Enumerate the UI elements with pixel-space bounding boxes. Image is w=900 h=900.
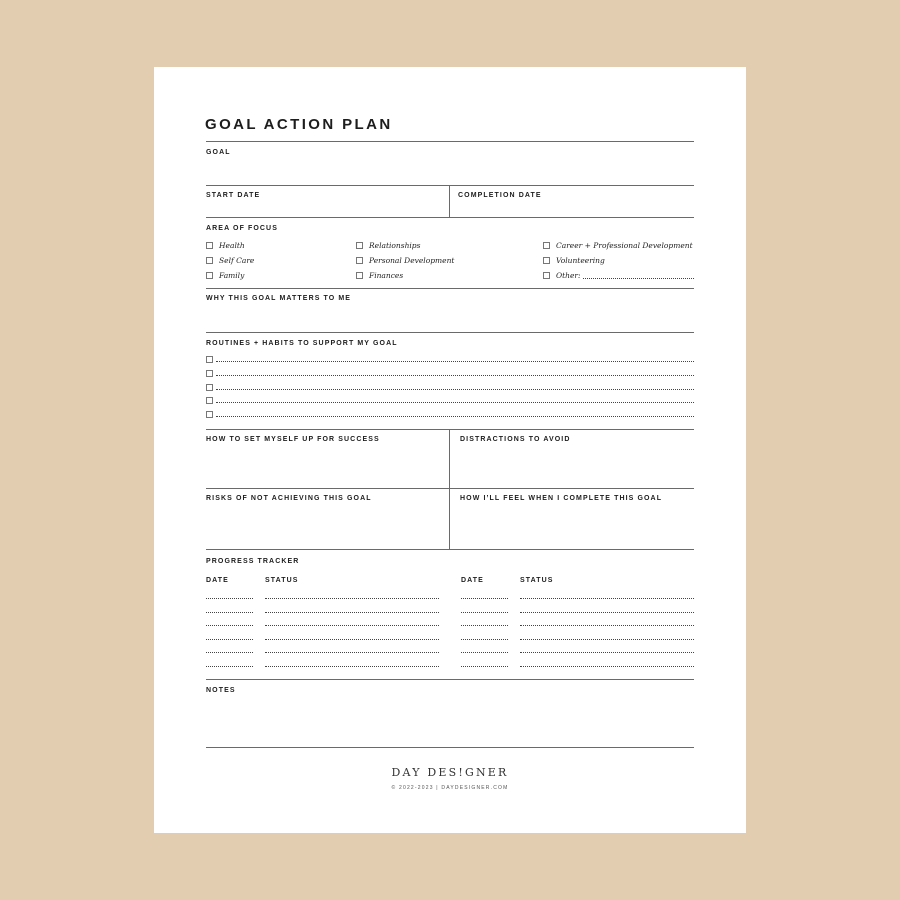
focus-option-relationships[interactable] — [356, 241, 420, 250]
feel-complete-label: HOW I’LL FEEL WHEN I COMPLETE THIS GOAL — [460, 495, 663, 502]
focus-option-label: Volunteering — [556, 256, 605, 265]
tracker-date-entry-line[interactable] — [206, 612, 253, 613]
setup-success-label: HOW TO SET MYSELF UP FOR SUCCESS — [206, 436, 380, 443]
routine-item[interactable] — [206, 356, 694, 363]
focus-option-label: Finances — [369, 271, 404, 280]
tracker-date-entry-line[interactable] — [461, 652, 508, 653]
divider — [206, 488, 694, 489]
tracker-status-entry-line[interactable] — [520, 652, 694, 653]
tracker-status-entry-line[interactable] — [265, 666, 439, 667]
tracker-status-entry-line[interactable] — [265, 612, 439, 613]
focus-option-label: Relationships — [369, 241, 421, 250]
focus-option-career[interactable] — [543, 241, 693, 250]
divider — [206, 429, 694, 430]
checkbox[interactable] — [543, 272, 550, 279]
tracker-date-entry-line[interactable] — [461, 666, 508, 667]
focus-option-personal-development[interactable] — [356, 256, 454, 265]
routine-entry-line[interactable] — [216, 402, 694, 403]
divider — [206, 679, 694, 680]
tracker-date-entry-line[interactable] — [461, 639, 508, 640]
progress-tracker-label: PROGRESS TRACKER — [206, 558, 300, 565]
tracker-date-header: DATE — [461, 577, 484, 584]
divider — [206, 332, 694, 333]
tracker-status-header: STATUS — [265, 577, 299, 584]
routines-label: ROUTINES + HABITS TO SUPPORT MY GOAL — [206, 340, 398, 347]
focus-option-label: Health — [219, 241, 245, 250]
routine-item[interactable] — [206, 411, 694, 418]
focus-option-volunteering[interactable] — [543, 256, 605, 265]
other-entry-line[interactable] — [583, 278, 694, 279]
page-title: GOAL ACTION PLAN — [205, 116, 393, 133]
focus-option-health[interactable] — [206, 241, 245, 250]
tracker-date-entry-line[interactable] — [461, 625, 508, 626]
checkbox[interactable] — [206, 384, 213, 391]
why-goal-matters-label: WHY THIS GOAL MATTERS TO ME — [206, 295, 352, 302]
routine-item[interactable] — [206, 384, 694, 391]
tracker-status-entry-line[interactable] — [520, 598, 694, 599]
focus-option-family[interactable] — [206, 271, 244, 280]
tracker-date-entry-line[interactable] — [206, 639, 253, 640]
routine-item[interactable] — [206, 370, 694, 377]
checkbox[interactable] — [206, 272, 213, 279]
tracker-date-entry-line[interactable] — [206, 652, 253, 653]
focus-option-label: Career + Professional Development — [556, 241, 693, 250]
checkbox[interactable] — [206, 356, 213, 363]
tracker-date-entry-line[interactable] — [206, 666, 253, 667]
checkbox[interactable] — [543, 242, 550, 249]
divider — [206, 288, 694, 289]
completion-date-label: COMPLETION DATE — [458, 192, 542, 199]
divider-vertical — [449, 429, 450, 550]
focus-option-label: Personal Development — [369, 256, 455, 265]
footer-copyright: © 2022-2023 | DAYDESIGNER.COM — [391, 785, 509, 791]
tracker-date-entry-line[interactable] — [461, 598, 508, 599]
divider — [206, 217, 694, 218]
tracker-status-entry-line[interactable] — [265, 598, 439, 599]
checkbox[interactable] — [543, 257, 550, 264]
focus-option-label: Self Care — [219, 256, 255, 265]
divider — [206, 549, 694, 550]
notes-label: NOTES — [206, 687, 236, 694]
divider — [206, 185, 694, 186]
tracker-status-header: STATUS — [520, 577, 554, 584]
routine-entry-line[interactable] — [216, 375, 694, 376]
area-of-focus-label: AREA OF FOCUS — [206, 225, 278, 232]
checkbox[interactable] — [206, 397, 213, 404]
routine-entry-line[interactable] — [216, 361, 694, 362]
checkbox[interactable] — [206, 242, 213, 249]
focus-option-label: Other: — [556, 271, 581, 280]
focus-option-finances[interactable] — [356, 271, 403, 280]
tracker-date-entry-line[interactable] — [461, 612, 508, 613]
routine-entry-line[interactable] — [216, 416, 694, 417]
brand-logo: DAY DES!GNER — [391, 766, 509, 779]
tracker-date-entry-line[interactable] — [206, 625, 253, 626]
checkbox[interactable] — [206, 370, 213, 377]
distractions-label: DISTRACTIONS TO AVOID — [460, 436, 571, 443]
tracker-status-entry-line[interactable] — [520, 639, 694, 640]
checkbox[interactable] — [356, 257, 363, 264]
tracker-date-header: DATE — [206, 577, 229, 584]
tracker-status-entry-line[interactable] — [265, 625, 439, 626]
divider-vertical — [449, 185, 450, 218]
focus-option-label: Family — [219, 271, 245, 280]
tracker-status-entry-line[interactable] — [520, 666, 694, 667]
goal-label: GOAL — [206, 149, 231, 156]
focus-option-other[interactable] — [543, 271, 694, 280]
planner-sheet — [154, 67, 746, 833]
checkbox[interactable] — [206, 257, 213, 264]
checkbox[interactable] — [356, 242, 363, 249]
tracker-status-entry-line[interactable] — [520, 625, 694, 626]
divider — [206, 141, 694, 142]
checkbox[interactable] — [206, 411, 213, 418]
tracker-status-entry-line[interactable] — [265, 639, 439, 640]
tracker-status-entry-line[interactable] — [265, 652, 439, 653]
risks-label: RISKS OF NOT ACHIEVING THIS GOAL — [206, 495, 372, 502]
tracker-date-entry-line[interactable] — [206, 598, 253, 599]
tracker-status-entry-line[interactable] — [520, 612, 694, 613]
focus-option-self-care[interactable] — [206, 256, 254, 265]
divider — [206, 747, 694, 748]
start-date-label: START DATE — [206, 192, 261, 199]
checkbox[interactable] — [356, 272, 363, 279]
routine-entry-line[interactable] — [216, 389, 694, 390]
routine-item[interactable] — [206, 397, 694, 404]
